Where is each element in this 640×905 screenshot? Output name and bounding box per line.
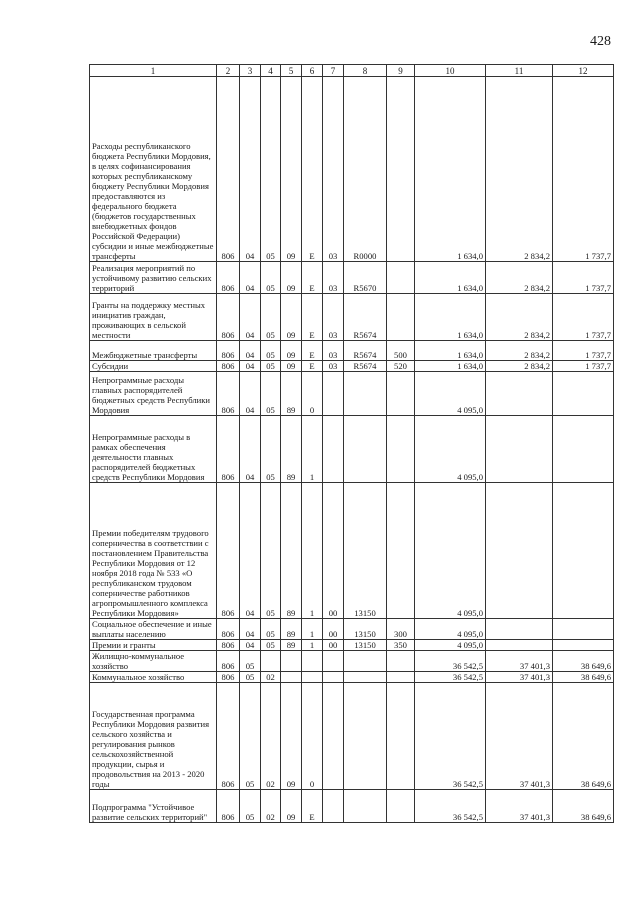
cell-c5: 89	[281, 619, 302, 640]
cell-c10: 36 542,5	[415, 790, 486, 823]
cell-c7	[323, 672, 344, 683]
cell-c12: 1 737,7	[553, 361, 614, 372]
row-label: Премии и гранты	[90, 640, 217, 651]
budget-table	[89, 64, 614, 823]
cell-c5: 89	[281, 640, 302, 651]
cell-c9: 520	[387, 361, 415, 372]
cell-c2: 806	[217, 619, 240, 640]
cell-c8	[344, 672, 387, 683]
cell-c5: 09	[281, 683, 302, 790]
cell-c9	[387, 683, 415, 790]
cell-c8: R5674	[344, 361, 387, 372]
cell-c8	[344, 416, 387, 483]
cell-c4: 05	[261, 77, 281, 262]
cell-c2: 806	[217, 294, 240, 341]
cell-c8: R5674	[344, 294, 387, 341]
cell-c7	[323, 683, 344, 790]
cell-c9: 300	[387, 619, 415, 640]
cell-c8: R5674	[344, 341, 387, 361]
header-cell: 1	[90, 65, 217, 77]
cell-c8: 13150	[344, 640, 387, 651]
cell-c5: 09	[281, 790, 302, 823]
cell-c7: 00	[323, 619, 344, 640]
cell-c11: 37 401,3	[486, 790, 553, 823]
cell-c11: 37 401,3	[486, 672, 553, 683]
cell-c3: 05	[240, 651, 261, 672]
cell-c8: 13150	[344, 483, 387, 619]
cell-c2: 806	[217, 672, 240, 683]
cell-c6: Е	[302, 262, 323, 294]
cell-c7: 03	[323, 77, 344, 262]
table-row	[90, 651, 614, 672]
cell-c5: 09	[281, 77, 302, 262]
cell-c6: Е	[302, 77, 323, 262]
cell-c2: 806	[217, 341, 240, 361]
cell-c12: 1 737,7	[553, 294, 614, 341]
cell-c10: 36 542,5	[415, 672, 486, 683]
table-row	[90, 619, 614, 640]
cell-c4: 05	[261, 416, 281, 483]
cell-c10: 1 634,0	[415, 294, 486, 341]
cell-c6: 1	[302, 640, 323, 651]
table-row	[90, 416, 614, 483]
cell-c11	[486, 619, 553, 640]
cell-c3: 04	[240, 361, 261, 372]
cell-c7: 03	[323, 262, 344, 294]
cell-c6: 0	[302, 683, 323, 790]
cell-c5: 09	[281, 341, 302, 361]
table-row	[90, 341, 614, 361]
table-row	[90, 672, 614, 683]
cell-c10: 36 542,5	[415, 683, 486, 790]
cell-c6: 1	[302, 483, 323, 619]
cell-c7	[323, 372, 344, 416]
cell-c3: 04	[240, 640, 261, 651]
cell-c4	[261, 651, 281, 672]
cell-c9	[387, 790, 415, 823]
cell-c2: 806	[217, 416, 240, 483]
cell-c4: 05	[261, 640, 281, 651]
header-cell: 4	[261, 65, 281, 77]
cell-c6	[302, 651, 323, 672]
cell-c11	[486, 640, 553, 651]
cell-c11: 2 834,2	[486, 294, 553, 341]
cell-c12	[553, 416, 614, 483]
cell-c6: 0	[302, 372, 323, 416]
cell-c3: 05	[240, 790, 261, 823]
cell-c2: 806	[217, 262, 240, 294]
cell-c7	[323, 790, 344, 823]
cell-c4: 05	[261, 341, 281, 361]
cell-c9	[387, 651, 415, 672]
cell-c5	[281, 672, 302, 683]
cell-c10: 4 095,0	[415, 416, 486, 483]
cell-c3: 05	[240, 683, 261, 790]
header-cell: 8	[344, 65, 387, 77]
cell-c4: 02	[261, 790, 281, 823]
cell-c11: 2 834,2	[486, 262, 553, 294]
header-cell: 7	[323, 65, 344, 77]
cell-c10: 4 095,0	[415, 640, 486, 651]
row-label: Премии победителям трудового соперничества в соответствии с постановлением Правительства Республики Мордовия от 12 ноября 2018 года № 533 «О республиканском трудовом соперничестве работников агропромышленного комплекса Республики Мордовия»	[90, 483, 217, 619]
cell-c6: Е	[302, 361, 323, 372]
cell-c2: 806	[217, 640, 240, 651]
cell-c8	[344, 790, 387, 823]
cell-c3: 04	[240, 294, 261, 341]
cell-c7: 00	[323, 640, 344, 651]
cell-c8: 13150	[344, 619, 387, 640]
row-label: Подпрограмма "Устойчивое развитие сельских территорий"	[90, 790, 217, 823]
cell-c5: 89	[281, 483, 302, 619]
cell-c12: 38 649,6	[553, 672, 614, 683]
cell-c12	[553, 640, 614, 651]
cell-c12: 38 649,6	[553, 651, 614, 672]
cell-c6: Е	[302, 294, 323, 341]
cell-c11: 2 834,2	[486, 341, 553, 361]
cell-c9	[387, 416, 415, 483]
cell-c10: 1 634,0	[415, 77, 486, 262]
cell-c7: 03	[323, 361, 344, 372]
cell-c6: 1	[302, 619, 323, 640]
cell-c3: 04	[240, 416, 261, 483]
row-label: Коммунальное хозяйство	[90, 672, 217, 683]
row-label: Непрограммные расходы главных распорядителей бюджетных средств Республики Мордовия	[90, 372, 217, 416]
row-label: Субсидии	[90, 361, 217, 372]
cell-c2: 806	[217, 361, 240, 372]
cell-c5: 89	[281, 416, 302, 483]
row-label: Расходы республиканского бюджета Республики Мордовия, в целях софинансирования которых республиканскому бюджету Республики Мордовия предоставляются из федерального бюджета (бюджетов государственных внебюджетных фондов Российской Федерации) субсидии и иные межбюджетные трансферты	[90, 77, 217, 262]
cell-c9: 500	[387, 341, 415, 361]
cell-c3: 04	[240, 372, 261, 416]
cell-c12: 1 737,7	[553, 77, 614, 262]
cell-c12	[553, 619, 614, 640]
cell-c5	[281, 651, 302, 672]
header-cell: 2	[217, 65, 240, 77]
cell-c12: 38 649,6	[553, 790, 614, 823]
cell-c5: 09	[281, 262, 302, 294]
cell-c9: 350	[387, 640, 415, 651]
table-row	[90, 790, 614, 823]
cell-c2: 806	[217, 77, 240, 262]
cell-c7: 00	[323, 483, 344, 619]
cell-c10: 4 095,0	[415, 619, 486, 640]
cell-c8	[344, 372, 387, 416]
cell-c3: 04	[240, 341, 261, 361]
cell-c7: 03	[323, 341, 344, 361]
row-label: Жилищно-коммунальное хозяйство	[90, 651, 217, 672]
cell-c9	[387, 483, 415, 619]
cell-c4: 02	[261, 683, 281, 790]
cell-c2: 806	[217, 790, 240, 823]
cell-c4: 05	[261, 372, 281, 416]
row-label: Социальное обеспечение и иные выплаты населению	[90, 619, 217, 640]
cell-c11: 2 834,2	[486, 77, 553, 262]
cell-c11: 37 401,3	[486, 683, 553, 790]
row-label: Реализация мероприятий по устойчивому развитию сельских территорий	[90, 262, 217, 294]
cell-c5: 09	[281, 294, 302, 341]
cell-c10: 4 095,0	[415, 483, 486, 619]
header-cell: 6	[302, 65, 323, 77]
cell-c11: 2 834,2	[486, 361, 553, 372]
cell-c4: 05	[261, 483, 281, 619]
cell-c10: 1 634,0	[415, 361, 486, 372]
cell-c3: 04	[240, 483, 261, 619]
header-cell: 5	[281, 65, 302, 77]
cell-c9	[387, 262, 415, 294]
cell-c12: 38 649,6	[553, 683, 614, 790]
cell-c6: 1	[302, 416, 323, 483]
page-number: 428	[590, 34, 611, 49]
cell-c9	[387, 372, 415, 416]
table-row	[90, 77, 614, 262]
cell-c10: 1 634,0	[415, 341, 486, 361]
cell-c4: 05	[261, 294, 281, 341]
row-label: Межбюджетные трансферты	[90, 341, 217, 361]
cell-c8	[344, 651, 387, 672]
cell-c12: 1 737,7	[553, 341, 614, 361]
cell-c5: 09	[281, 361, 302, 372]
cell-c3: 05	[240, 672, 261, 683]
header-cell: 11	[486, 65, 553, 77]
cell-c11	[486, 483, 553, 619]
table-row	[90, 262, 614, 294]
table-row	[90, 640, 614, 651]
table-row	[90, 483, 614, 619]
cell-c9	[387, 294, 415, 341]
cell-c11	[486, 372, 553, 416]
cell-c9	[387, 77, 415, 262]
cell-c2: 806	[217, 683, 240, 790]
row-label: Государственная программа Республики Мордовия развития сельского хозяйства и регулирования рынков сельскохозяйственной продукции, сырья и продовольствия на 2013 - 2020 годы	[90, 683, 217, 790]
cell-c6: Е	[302, 341, 323, 361]
header-row	[90, 65, 614, 77]
cell-c9	[387, 672, 415, 683]
cell-c11	[486, 416, 553, 483]
table-row	[90, 294, 614, 341]
table-row	[90, 683, 614, 790]
cell-c4: 02	[261, 672, 281, 683]
table-row	[90, 372, 614, 416]
cell-c10: 1 634,0	[415, 262, 486, 294]
cell-c2: 806	[217, 372, 240, 416]
cell-c3: 04	[240, 262, 261, 294]
cell-c7: 03	[323, 294, 344, 341]
cell-c7	[323, 651, 344, 672]
cell-c7	[323, 416, 344, 483]
cell-c6: Е	[302, 790, 323, 823]
cell-c12: 1 737,7	[553, 262, 614, 294]
cell-c8	[344, 683, 387, 790]
cell-c4: 05	[261, 262, 281, 294]
cell-c3: 04	[240, 77, 261, 262]
table-row	[90, 361, 614, 372]
cell-c11: 37 401,3	[486, 651, 553, 672]
header-cell: 3	[240, 65, 261, 77]
row-label: Гранты на поддержку местных инициатив граждан, проживающих в сельской местности	[90, 294, 217, 341]
cell-c2: 806	[217, 483, 240, 619]
cell-c2: 806	[217, 651, 240, 672]
cell-c12	[553, 372, 614, 416]
cell-c10: 4 095,0	[415, 372, 486, 416]
cell-c12	[553, 483, 614, 619]
cell-c8: R5670	[344, 262, 387, 294]
cell-c8: R0000	[344, 77, 387, 262]
cell-c10: 36 542,5	[415, 651, 486, 672]
cell-c3: 04	[240, 619, 261, 640]
header-cell: 10	[415, 65, 486, 77]
cell-c4: 05	[261, 361, 281, 372]
cell-c6	[302, 672, 323, 683]
header-cell: 9	[387, 65, 415, 77]
row-label: Непрограммные расходы в рамках обеспечения деятельности главных распорядителей бюджетных средств Республики Мордовия	[90, 416, 217, 483]
header-cell: 12	[553, 65, 614, 77]
cell-c5: 89	[281, 372, 302, 416]
cell-c4: 05	[261, 619, 281, 640]
